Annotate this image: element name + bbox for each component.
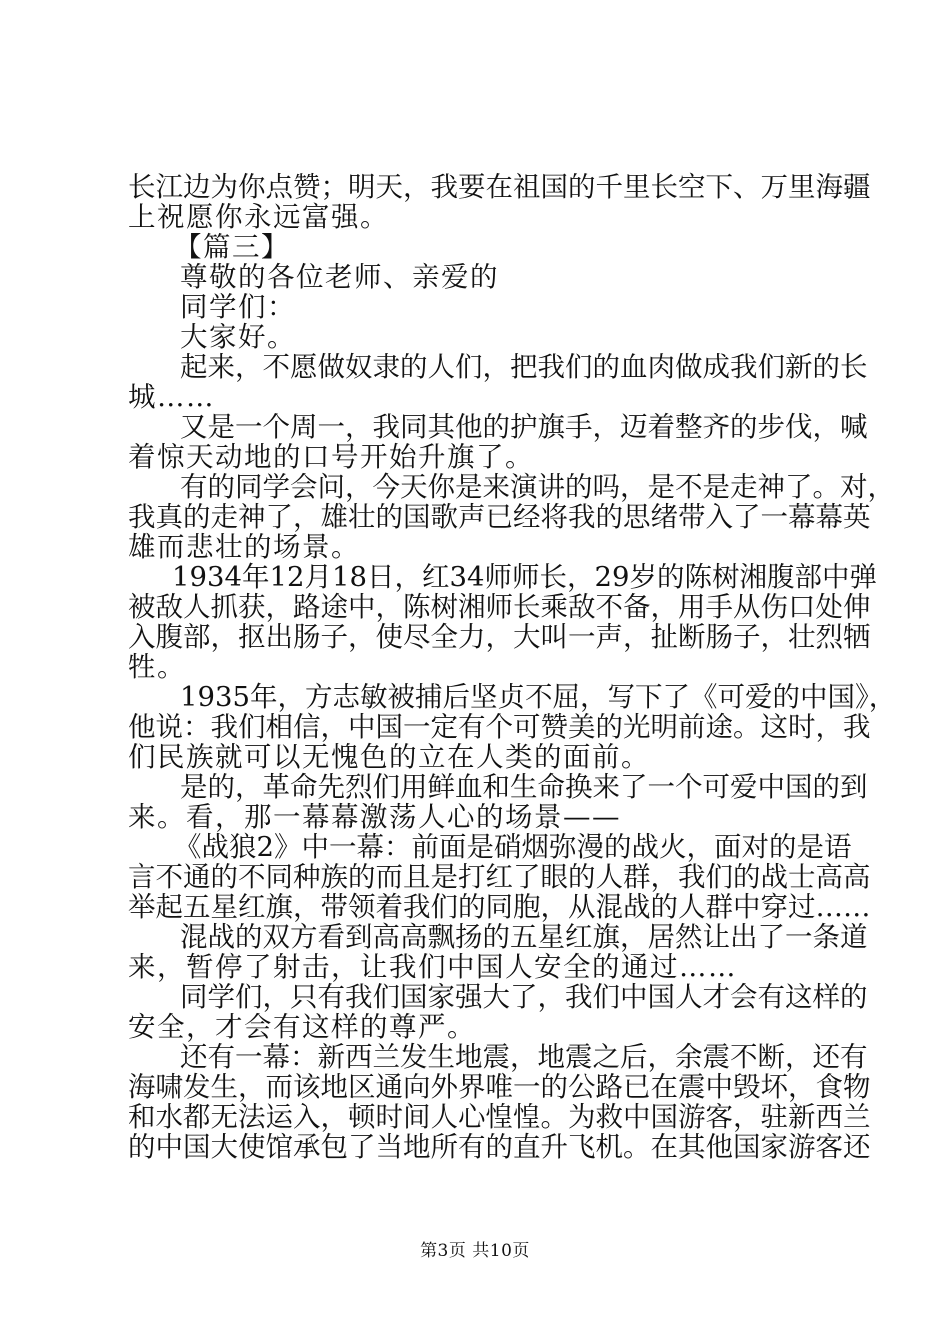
text-line: 雄而悲壮的场景。 (128, 531, 360, 563)
text-line: 我真的走神了，雄壮的国歌声已经将我的思绪带入了一幕幕英 (128, 501, 871, 533)
text-line: 言不通的不同种族的而且是打红了眼的人群，我们的战士高高 (128, 861, 871, 893)
text-line: 们民族就可以无愧色的立在人类的面前。 (128, 741, 650, 773)
text-line: 1935年，方志敏被捕后坚贞不屈，写下了《可爱的中国》， (180, 681, 897, 713)
text-line: 他说：我们相信，中国一定有个可赞美的光明前途。这时，我 (128, 711, 871, 743)
page-number-footer: 第3页 共10页 (420, 1241, 530, 1261)
text-line: 城…… (128, 381, 215, 413)
text-line: 入腹部，抠出肠子，使尽全力，大叫一声，扯断肠子，壮烈牺 (128, 621, 871, 653)
text-line: 着惊天动地的口号开始升旗了。 (128, 441, 534, 473)
text-line: 《战狼2》中一幕：前面是硝烟弥漫的战火，面对的是语 (174, 831, 852, 863)
text-line: 同学们，只有我们国家强大了，我们中国人才会有这样的 (180, 981, 868, 1013)
text-line: 混战的双方看到高高飘扬的五星红旗，居然让出了一条道 (180, 921, 868, 953)
text-line: 海啸发生，而该地区通向外界唯一的公路已在震中毁坏，食物 (128, 1071, 871, 1103)
text-line: 大家好。 (180, 321, 296, 353)
text-line: 有的同学会问，今天你是来演讲的吗，是不是走神了。对， (180, 471, 895, 503)
text-line: 被敌人抓获，路途中，陈树湘师长乘敌不备，用手从伤口处伸 (128, 591, 871, 623)
text-line: 来，暂停了射击，让我们中国人安全的通过…… (128, 951, 737, 983)
text-line: 起来，不愿做奴隶的人们，把我们的血肉做成我们新的长 (180, 351, 868, 383)
text-line: 尊敬的各位老师、亲爱的 (180, 261, 499, 293)
text-line: 长江边为你点赞；明天，我要在祖国的千里长空下、万里海疆 (128, 171, 871, 203)
section-heading: 【篇三】 (174, 231, 290, 263)
text-line: 的中国大使馆承包了当地所有的直升飞机。在其他国家游客还 (128, 1131, 871, 1163)
text-line: 牲。 (128, 651, 186, 683)
document-body (128, 171, 897, 1163)
text-line: 是的，革命先烈们用鲜血和生命换来了一个可爱中国的到 (180, 771, 868, 803)
text-line: 安全，才会有这样的尊严。 (128, 1011, 476, 1043)
text-line: 同学们： (180, 291, 296, 323)
text-line: 举起五星红旗，带领着我们的同胞，从混战的人群中穿过…… (128, 891, 871, 923)
text-line: 上祝愿你永远富强。 (128, 201, 389, 233)
text-line: 和水都无法运入，顿时间人心惶惶。为救中国游客，驻新西兰 (128, 1101, 871, 1133)
text-line: 1934年12月18日，红34师师长，29岁的陈树湘腹部中弹 (172, 561, 877, 593)
text-line: 来。看，那一幕幕激荡人心的场景—— (128, 801, 621, 833)
text-line: 还有一幕：新西兰发生地震，地震之后，余震不断，还有 (180, 1041, 868, 1073)
text-line: 又是一个周一，我同其他的护旗手，迈着整齐的步伐，喊 (180, 411, 868, 443)
